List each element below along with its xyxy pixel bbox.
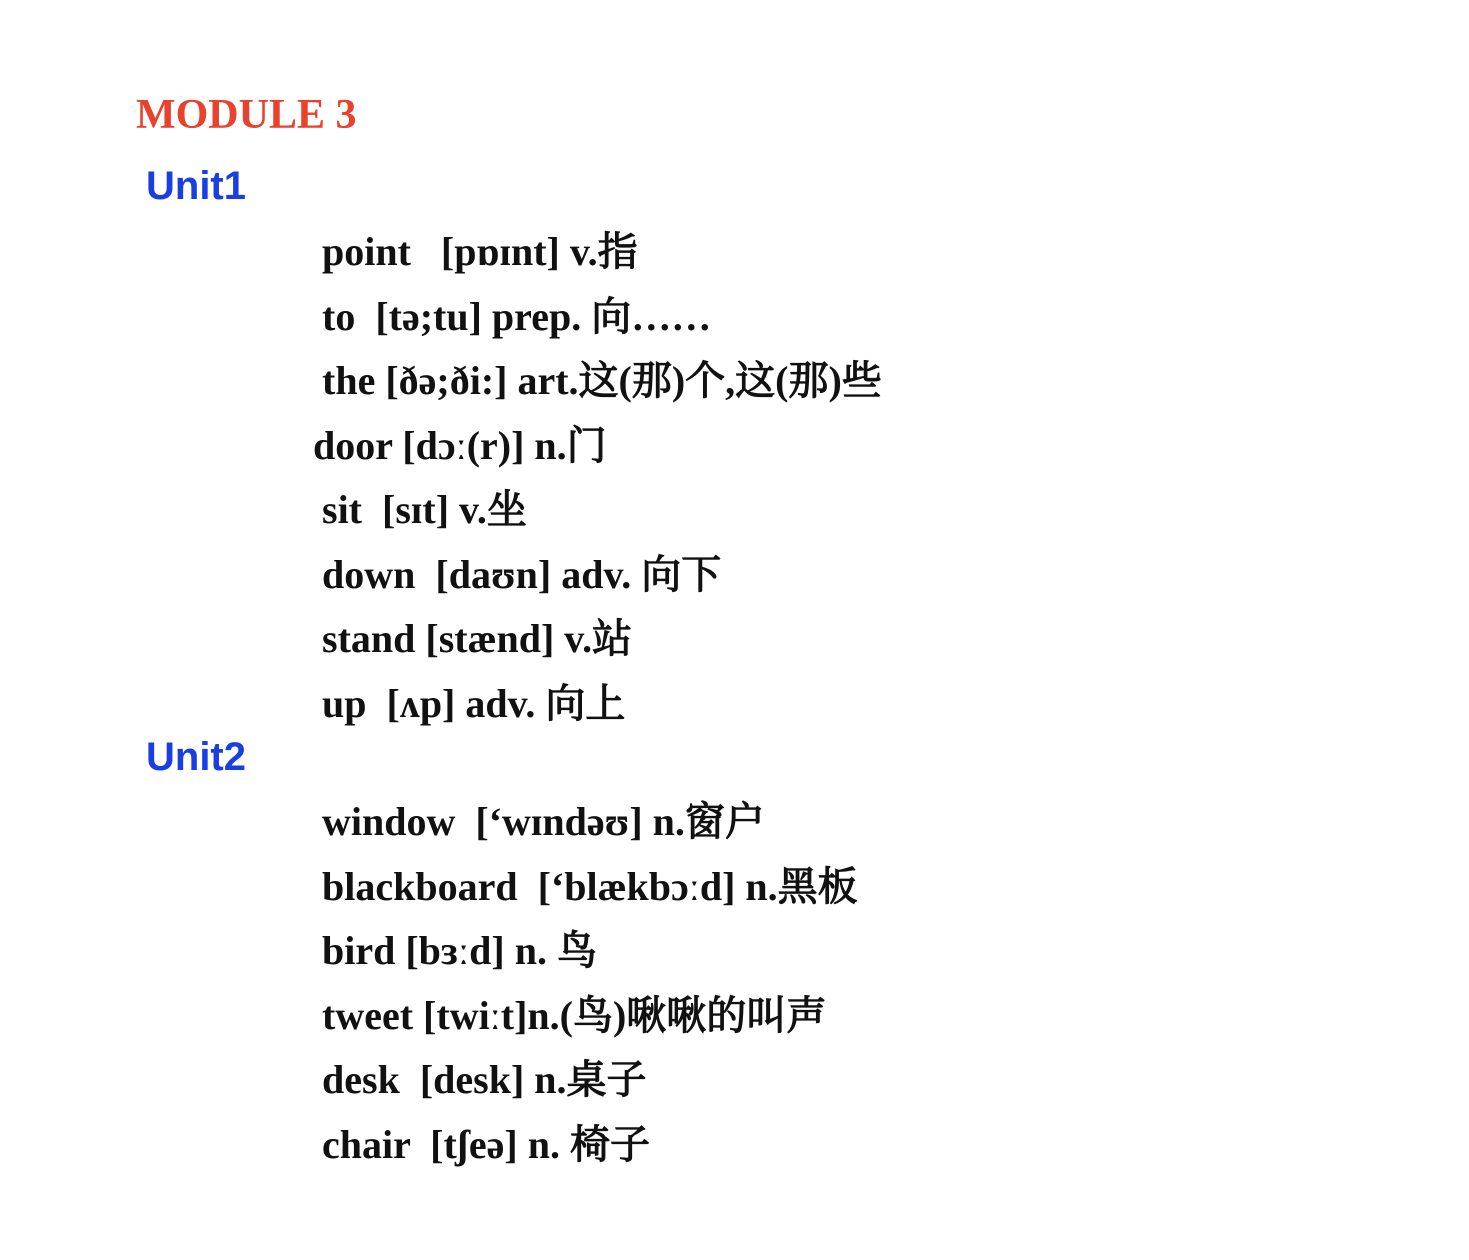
list-item: bird [bɜːd] n. 鸟 bbox=[322, 928, 597, 973]
list-item: desk [desk] n.桌子 bbox=[322, 1057, 647, 1102]
unit-title-2: Unit2 bbox=[146, 735, 246, 779]
word-list-unit1 bbox=[313, 220, 882, 736]
unit-title-1: Unit1 bbox=[146, 164, 246, 208]
word-list-unit2 bbox=[322, 790, 858, 1177]
module-title: MODULE 3 bbox=[136, 92, 357, 138]
list-item: to [tə;tu] prep. 向…… bbox=[322, 293, 712, 339]
list-item: sit [sɪt] v.坐 bbox=[322, 487, 527, 532]
list-item: tweet [twiːt]n.(鸟)啾啾的叫声 bbox=[322, 992, 827, 1038]
list-item: the [ðə;ði:] art.这(那)个,这(那)些 bbox=[322, 358, 882, 403]
list-item: window [‘wɪndəʊ] n.窗户 bbox=[322, 799, 765, 844]
list-item: down [daʊn] adv. 向下 bbox=[322, 551, 722, 597]
list-item: blackboard [‘blækbɔːd] n.黑板 bbox=[322, 863, 858, 909]
list-item: point [pɒɪnt] v.指 bbox=[322, 229, 638, 274]
list-item: up [ʌp] adv. 向上 bbox=[322, 680, 626, 726]
list-item: door [dɔː(r)] n.门 bbox=[313, 422, 607, 468]
list-item: chair [tʃeə] n. 椅子 bbox=[322, 1121, 650, 1167]
list-item: stand [stænd] v.站 bbox=[322, 616, 633, 661]
